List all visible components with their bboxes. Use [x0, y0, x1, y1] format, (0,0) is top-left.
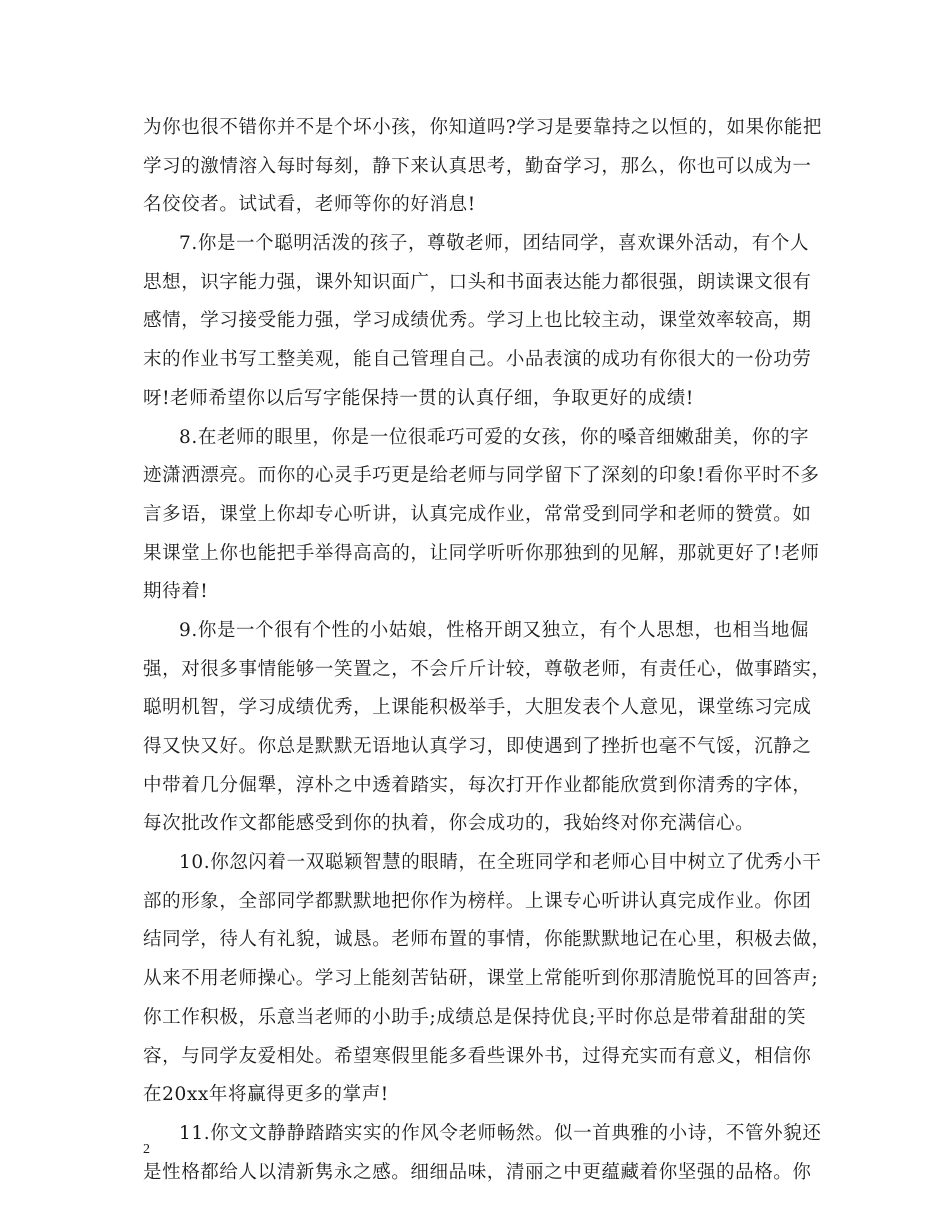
- text-line: 学习的激情溶入每时每刻，静下来认真思考，勤奋学习，那么，你也可以成为一: [143, 155, 812, 177]
- document-body: [143, 109, 831, 1192]
- text-line: 呀!老师希望你以后写字能保持一贯的认真仔细，争取更好的成绩!: [143, 387, 694, 409]
- text-line: 是性格都给人以清新隽永之感。细细品味，清丽之中更蕴藏着你坚强的品格。你: [143, 1161, 812, 1183]
- text-line: 部的形象，全部同学都默默地把你作为榜样。上课专心听讲认真完成作业。你团: [143, 890, 812, 912]
- text-line: 思想，识字能力强，课外知识面广，口头和书面表达能力都很强，朗读课文很有: [143, 271, 812, 293]
- text-line: 言多语，课堂上你却专心听讲，认真完成作业，常常受到同学和老师的赞赏。如: [143, 503, 812, 525]
- text-line: 感情，学习接受能力强，学习成绩优秀。学习上也比较主动，课堂效率较高，期: [143, 310, 812, 332]
- text-line: 聪明机智，学习成绩优秀，上课能积极举手，大胆发表个人意见，课堂练习完成: [143, 697, 812, 719]
- text-line: 名佼佼者。试试看，老师等你的好消息!: [143, 194, 476, 216]
- text-line: 结同学，待人有礼貌，诚恳。老师布置的事情，你能默默地记在心里，积极去做，: [143, 929, 831, 951]
- text-line: 8.在老师的眼里，你是一位很乖巧可爱的女孩，你的嗓音细嫩甜美，你的字: [179, 426, 810, 448]
- text-line: 7.你是一个聪明活泼的孩子，尊敬老师，团结同学，喜欢课外活动，有个人: [179, 233, 810, 255]
- text-line: 得又快又好。你总是默默无语地认真学习，即使遇到了挫折也毫不气馁，沉静之: [143, 736, 812, 757]
- text-line: 中带着几分倔犟，淳朴之中透着踏实，每次打开作业都能欣赏到你清秀的字体，: [143, 774, 812, 796]
- text-line: 为你也很不错你并不是个坏小孩，你知道吗?学习是要靠持之以恒的，如果你能把: [143, 117, 823, 138]
- text-line: 强，对很多事情能够一笑置之，不会斤斤计较，尊敬老师，有责任心，做事踏实，: [143, 658, 831, 680]
- text-line: 11.你文文静静踏踏实实的作风令老师畅然。似一首典雅的小诗，不管外貌还: [179, 1122, 822, 1144]
- text-line: 期待着!: [143, 581, 209, 603]
- text-line: 容，与同学友爱相处。希望寒假里能多看些课外书，过得充实而有意义，相信你: [143, 1045, 812, 1067]
- text-line: 迹潇洒漂亮。而你的心灵手巧更是给老师与同学留下了深刻的印象!看你平时不多: [143, 465, 820, 487]
- text-line: 你工作积极，乐意当老师的小助手;成绩总是保持优良;平时你总是带着甜甜的笑: [143, 1006, 807, 1028]
- text-line: 每次批改作文都能感受到你的执着，你会成功的，我始终对你充满信心。: [143, 813, 755, 835]
- text-line: 从来不用老师操心。学习上能刻苦钻研，课堂上常能听到你那清脆悦耳的回答声;: [143, 968, 819, 990]
- text-line: 10.你忽闪着一双聪颖智慧的眼睛，在全班同学和老师心目中树立了优秀小干: [179, 852, 822, 874]
- text-line: 在20xx年将赢得更多的掌声!: [143, 1084, 389, 1106]
- text-line: 果课堂上你也能把手举得高高的，让同学听听你那独到的见解，那就更好了!老师: [143, 542, 820, 564]
- text-line: 末的作业书写工整美观，能自己管理自己。小品表演的成功有你很大的一份功劳: [143, 349, 812, 371]
- page-number: 2: [143, 1142, 150, 1157]
- text-line: 9.你是一个很有个性的小姑娘，性格开朗又独立，有个人思想，也相当地倔: [179, 619, 810, 641]
